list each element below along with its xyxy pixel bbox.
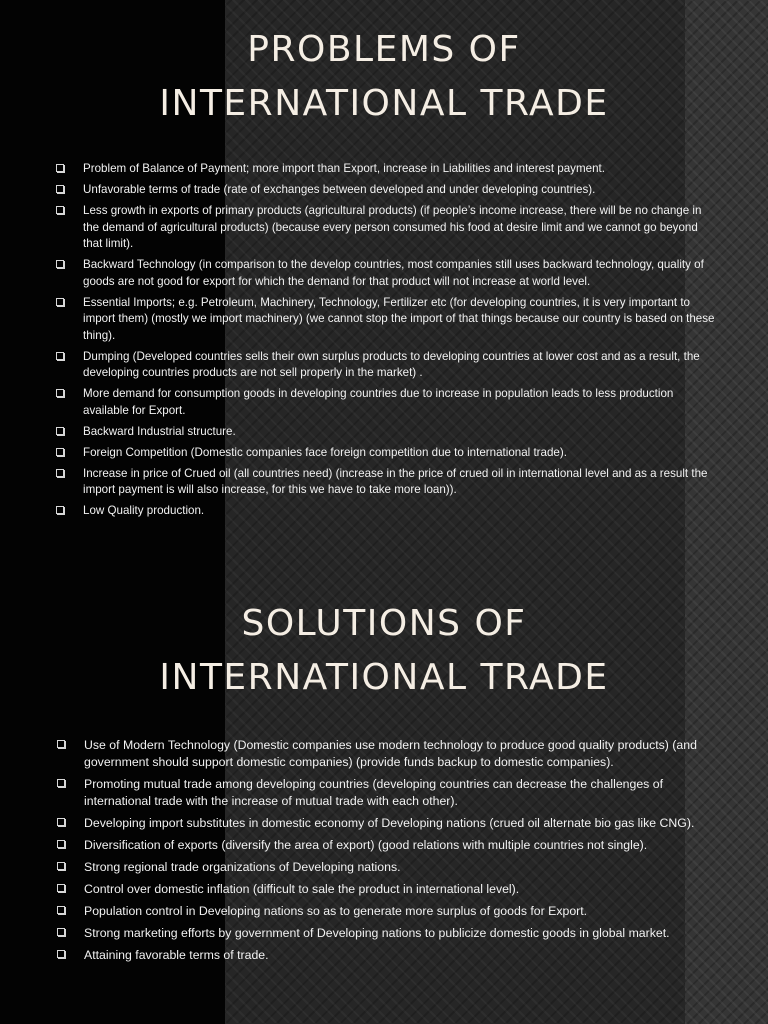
solutions-list-item [0, 776, 715, 810]
solutions-title-line1: SOLUTIONS OF [241, 603, 527, 644]
square-bullet-icon [56, 206, 64, 214]
square-bullet-icon [56, 298, 64, 306]
square-bullet-icon [57, 779, 65, 787]
solutions-list [0, 737, 715, 969]
solutions-item-text: Developing import substitutes in domestic economy of Developing nations (crued oil alternate bio gas like CNG). [84, 816, 695, 830]
problems-list-item [0, 445, 715, 462]
square-bullet-icon [56, 448, 64, 456]
square-bullet-icon [56, 352, 64, 360]
problems-list-item [0, 386, 715, 419]
square-bullet-icon [56, 506, 64, 514]
square-bullet-icon [56, 164, 64, 172]
square-bullet-icon [56, 185, 64, 193]
square-bullet-icon [57, 862, 65, 870]
solutions-list-item [0, 903, 715, 920]
problems-list-item [0, 503, 715, 520]
square-bullet-icon [57, 884, 65, 892]
square-bullet-icon [57, 928, 65, 936]
problems-list-item [0, 182, 715, 199]
problems-item-text: Low Quality production. [83, 504, 205, 517]
square-bullet-icon [57, 740, 65, 748]
problems-item-text: Problem of Balance of Payment; more import than Export, increase in Liabilities and interest payment. [83, 162, 605, 175]
problems-item-text: Dumping (Developed countries sells their own surplus products to developing countries at lower cost and as a result, the developing countries products are not sell properly in the market) . [83, 349, 700, 379]
solutions-item-text: Use of Modern Technology (Domestic companies use modern technology to produce good quality products) (and government should support domestic companies) (provide funds backup to domestic companies). [84, 738, 697, 769]
square-bullet-icon [56, 469, 64, 477]
solutions-item-text: Attaining favorable terms of trade. [84, 948, 269, 962]
solutions-title-line2: INTERNATIONAL TRADE [159, 657, 609, 698]
solutions-list-item [0, 947, 715, 964]
problems-list-item [0, 203, 715, 253]
square-bullet-icon [57, 840, 65, 848]
problems-list-item [0, 161, 715, 178]
square-bullet-icon [57, 950, 65, 958]
problems-list-item [0, 466, 715, 499]
problems-item-text: More demand for consumption goods in developing countries due to increase in population leads to less production available for Export. [83, 387, 674, 417]
solutions-list-item [0, 837, 715, 854]
square-bullet-icon [56, 260, 64, 268]
problems-item-text: Essential Imports; e.g. Petroleum, Machinery, Technology, Fertilizer etc (for developing countries, it is very important to import them) (mostly we import machinery) (we cannot stop the import of that things because our country is based on these thing). [83, 295, 715, 342]
solutions-item-text: Strong regional trade organizations of Developing nations. [84, 860, 401, 874]
solutions-list-item [0, 925, 715, 942]
solutions-item-text: Diversification of exports (diversify the area of export) (good relations with multiple countries not single). [84, 838, 648, 852]
problems-item-text: Foreign Competition (Domestic companies face foreign competition due to international trade). [83, 445, 567, 459]
square-bullet-icon [57, 906, 65, 914]
solutions-item-text: Promoting mutual trade among developing countries (developing countries can decrease the challenges of international trade with the increase of mutual trade with each other). [84, 777, 663, 808]
problems-item-text: Backward Technology (in comparison to the develop countries, most companies still uses backward technology, quality of goods are not good for export for which the demand for that product will not increase at world level. [83, 258, 704, 288]
solutions-list-item [0, 815, 715, 832]
problems-list-item [0, 349, 715, 382]
solutions-item-text: Population control in Developing nations so as to generate more surplus of goods for Export. [84, 904, 588, 918]
solutions-list-item [0, 859, 715, 876]
problems-item-text: Increase in price of Crued oil (all countries need) (increase in the price of crued oil in international level and as a result the import payment is will also increase, for this we have to take more loan)). [83, 466, 708, 496]
problems-list-item [0, 424, 715, 441]
problems-title-line1: PROBLEMS OF [247, 29, 521, 70]
problems-item-text: Less growth in exports of primary products (agricultural products) (if people’s income increase, there will be no change in the demand of agricultural products) (because every person consumed his food at desire limit and we cannot go beyond that limit). [83, 204, 702, 250]
solutions-title [0, 597, 768, 705]
problems-item-text: Unfavorable terms of trade (rate of exchanges between developed and under developing countries). [83, 183, 596, 196]
square-bullet-icon [56, 427, 64, 435]
solutions-list-item [0, 881, 715, 898]
square-bullet-icon [56, 389, 64, 397]
problems-list [0, 161, 715, 524]
problems-title [0, 23, 768, 131]
solutions-item-text: Control over domestic inflation (difficult to sale the product in international level). [84, 882, 520, 896]
square-bullet-icon [57, 818, 65, 826]
solutions-item-text: Strong marketing efforts by government of Developing nations to publicize domestic goods in global market. [84, 926, 670, 940]
problems-list-item [0, 257, 715, 290]
problems-list-item [0, 295, 715, 345]
problems-item-text: Backward Industrial structure. [83, 424, 236, 438]
problems-title-line2: INTERNATIONAL TRADE [159, 83, 609, 124]
solutions-list-item [0, 737, 715, 771]
